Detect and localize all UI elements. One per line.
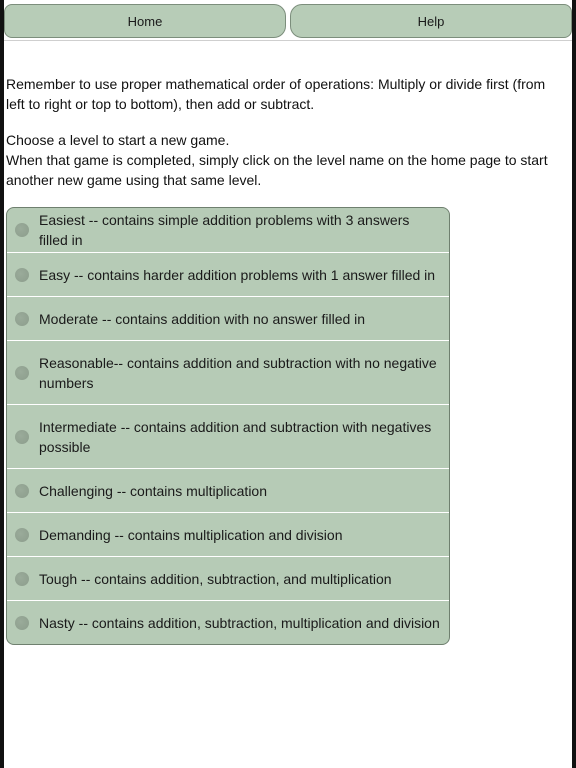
radio-circle-icon [15,616,29,630]
level-intermediate[interactable] [7,404,449,468]
radio-circle-icon [15,223,29,237]
level-label: Tough -- contains addition, subtraction, and multiplication [39,570,392,587]
nav-divider [4,40,572,41]
level-label: Reasonable-- contains addition and subtraction with no negative numbers [39,354,437,391]
instructions [6,74,566,190]
tab-help[interactable]: Help [290,4,572,38]
level-challenging[interactable] [7,468,449,512]
level-tough[interactable] [7,556,449,600]
order-of-operations-text: Remember to use proper mathematical order of operations: Multiply or divide first (from left to right or top to bottom), then add or subtract. [6,76,546,112]
level-easy[interactable] [7,252,449,296]
radio-circle-icon [15,484,29,498]
level-label: Easy -- contains harder addition problems with 1 answer filled in [39,266,436,283]
level-demanding[interactable] [7,512,449,556]
replay-text: When that game is completed, simply click on the level name on the home page to start another new game using that same level. [6,152,548,188]
level-moderate[interactable] [7,296,449,340]
level-label: Nasty -- contains addition, subtraction, multiplication and division [39,614,440,631]
level-reasonable[interactable] [7,340,449,404]
level-nasty[interactable] [7,600,449,644]
radio-circle-icon [15,366,29,380]
tab-home[interactable]: Home [4,4,286,38]
radio-circle-icon [15,312,29,326]
radio-circle-icon [15,528,29,542]
radio-circle-icon [15,268,29,282]
level-label: Challenging -- contains multiplication [39,482,268,499]
level-label: Moderate -- contains addition with no answer filled in [39,310,366,327]
level-label: Intermediate -- contains addition and subtraction with negatives possible [39,418,432,455]
radio-circle-icon [15,430,29,444]
radio-circle-icon [15,572,29,586]
level-label: Demanding -- contains multiplication and division [39,526,343,543]
level-easiest[interactable] [7,208,449,252]
choose-level-text: Choose a level to start a new game. [6,132,230,148]
level-label: Easiest -- contains simple addition problems with 3 answers filled in [39,212,410,248]
level-list [6,207,450,645]
top-nav [4,4,572,40]
